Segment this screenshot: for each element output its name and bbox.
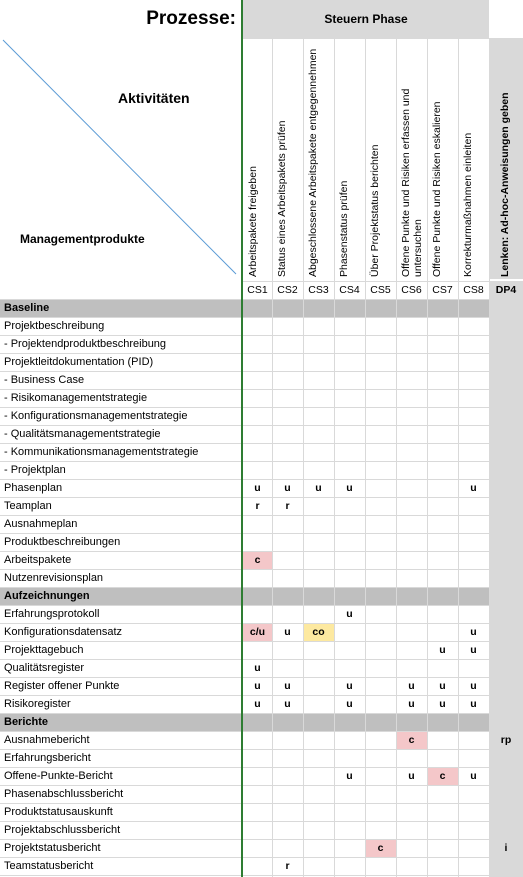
row-gridline xyxy=(0,785,489,786)
column-code-cs7: CS7 xyxy=(432,284,453,296)
column-gridline xyxy=(458,38,459,877)
matrix-cell: u xyxy=(346,680,353,692)
matrix-cell: c xyxy=(427,767,458,785)
row-gridline xyxy=(0,857,489,858)
matrix-cell: c/u xyxy=(243,623,272,641)
row-gridline xyxy=(0,407,489,408)
column-code-cs5: CS5 xyxy=(370,284,391,296)
column-title-cs4: Phasenstatus prüfen xyxy=(338,180,350,277)
row-label: Projektstatusbericht xyxy=(4,842,101,854)
row-label: Projektabschlussbericht xyxy=(4,824,121,836)
dp-column-body xyxy=(489,299,523,877)
row-gridline xyxy=(0,605,489,606)
header-gridline xyxy=(243,38,489,39)
row-label: Ausnahmebericht xyxy=(4,734,90,746)
column-title-cs7: Offene Punkte und Risiken eskalieren xyxy=(431,101,443,277)
row-gridline xyxy=(0,515,489,516)
matrix-cell: u xyxy=(408,770,415,782)
processes-title: Prozesse: xyxy=(146,8,236,29)
matrix-cell: r xyxy=(285,500,290,512)
matrix-cell: u xyxy=(470,680,477,692)
row-gridline xyxy=(0,677,489,678)
section-band xyxy=(243,299,489,317)
row-label: Phasenplan xyxy=(4,482,63,494)
column-code-cs3: CS3 xyxy=(308,284,329,296)
row-label: Arbeitspakete xyxy=(4,554,72,566)
row-gridline xyxy=(0,875,489,876)
row-label: - Business Case xyxy=(4,374,85,386)
row-label: Erfahrungsbericht xyxy=(4,752,91,764)
row-gridline xyxy=(0,713,489,714)
column-title-cs6: Offene Punkte und Risiken erfassen und untersuchen xyxy=(400,88,424,277)
matrix-cell: u xyxy=(439,644,446,656)
matrix-cell: u xyxy=(254,698,261,710)
row-label: - Kommunikationsmanagementstrategie xyxy=(4,446,199,458)
row-label: - Projektplan xyxy=(4,464,66,476)
column-gridline xyxy=(272,38,273,877)
row-label: - Projektendproduktbeschreibung xyxy=(4,338,167,350)
row-gridline xyxy=(0,551,489,552)
column-code-cs4: CS4 xyxy=(339,284,360,296)
row-label: - Qualitätsmanagementstrategie xyxy=(4,428,161,440)
matrix-cell: u xyxy=(470,698,477,710)
matrix-cell: co xyxy=(303,623,334,641)
row-label: Risikoregister xyxy=(4,698,71,710)
row-label: Phasenabschlussbericht xyxy=(4,788,124,800)
matrix-cell: u xyxy=(470,482,477,494)
dp-title: Lenken: Ad-hoc-Anweisungen geben xyxy=(499,92,511,277)
matrix-cell: u xyxy=(254,680,261,692)
row-label: Konfigurationsdatensatz xyxy=(4,626,123,638)
column-gridline xyxy=(489,38,490,877)
row-label: Produktstatusauskunft xyxy=(4,806,113,818)
row-label: Projektbeschreibung xyxy=(4,320,105,332)
row-gridline xyxy=(0,425,489,426)
column-code-cs6: CS6 xyxy=(401,284,422,296)
row-label: Offene-Punkte-Bericht xyxy=(4,770,113,782)
column-gridline xyxy=(365,38,366,877)
column-title-cs2: Status eines Arbeitspakets prüfen xyxy=(276,120,288,277)
column-code-cs8: CS8 xyxy=(463,284,484,296)
matrix-cell: u xyxy=(346,698,353,710)
matrix-cell: u xyxy=(284,626,291,638)
row-label: Qualitätsregister xyxy=(4,662,85,674)
section-band xyxy=(243,713,489,731)
row-gridline xyxy=(0,389,489,390)
row-label: Erfahrungsprotokoll xyxy=(4,608,100,620)
row-gridline xyxy=(0,497,489,498)
row-label: Produktbeschreibungen xyxy=(4,536,121,548)
column-code-cs2: CS2 xyxy=(277,284,298,296)
column-code-cs1: CS1 xyxy=(247,284,268,296)
dp-code: DP4 xyxy=(489,281,523,299)
matrix-cell: r xyxy=(255,500,260,512)
matrix-cell: c xyxy=(396,731,427,749)
row-gridline xyxy=(0,731,489,732)
column-title-cs1: Arbeitspakete freigeben xyxy=(247,166,259,277)
matrix-cell: u xyxy=(284,698,291,710)
matrix-cell: u xyxy=(408,698,415,710)
matrix-cell: u xyxy=(284,680,291,692)
section-header: Aufzeichnungen xyxy=(0,587,241,605)
matrix-cell: u xyxy=(470,770,477,782)
matrix-cell: u xyxy=(470,644,477,656)
row-label: Projekttagebuch xyxy=(4,644,84,656)
row-label: - Risikomanagementstrategie xyxy=(4,392,148,404)
row-gridline xyxy=(0,443,489,444)
row-gridline xyxy=(0,623,489,624)
section-header: Baseline xyxy=(0,299,241,317)
header-gridline xyxy=(243,281,489,282)
row-gridline xyxy=(0,587,489,588)
corner-cell xyxy=(0,38,241,279)
row-gridline xyxy=(0,353,489,354)
column-title-cs5: Über Projektstatus berichten xyxy=(369,144,381,277)
matrix-cell: u xyxy=(284,482,291,494)
matrix-cell: u xyxy=(439,680,446,692)
row-gridline xyxy=(0,641,489,642)
row-gridline xyxy=(0,821,489,822)
row-gridline xyxy=(0,569,489,570)
row-gridline xyxy=(0,533,489,534)
row-gridline xyxy=(0,659,489,660)
matrix-cell: r xyxy=(285,860,290,872)
matrix-cell: u xyxy=(346,770,353,782)
matrix-cell: u xyxy=(315,482,322,494)
row-gridline xyxy=(0,461,489,462)
row-gridline xyxy=(0,479,489,480)
row-gridline xyxy=(0,335,489,336)
section-band xyxy=(243,587,489,605)
matrix-cell: u xyxy=(254,482,261,494)
row-gridline xyxy=(0,767,489,768)
column-gridline xyxy=(396,38,397,877)
row-gridline xyxy=(0,839,489,840)
row-gridline xyxy=(0,749,489,750)
column-title-cs3: Abgeschlossene Arbeitspakete entgegennehmen xyxy=(307,48,319,277)
row-label: Ausnahmeplan xyxy=(4,518,78,530)
matrix-cell: u xyxy=(346,482,353,494)
products-label: Managementprodukte xyxy=(20,232,145,246)
row-label: - Konfigurationsmanagementstrategie xyxy=(4,410,188,422)
row-label: Register offener Punkte xyxy=(4,680,120,692)
matrix-cell: u xyxy=(439,698,446,710)
row-gridline xyxy=(0,317,489,318)
matrix-cell: c xyxy=(365,839,396,857)
dp-cell: i xyxy=(504,842,508,854)
column-gridline xyxy=(427,38,428,877)
matrix-cell: c xyxy=(243,551,272,569)
activities-label: Aktivitäten xyxy=(118,90,190,106)
column-divider xyxy=(241,0,243,877)
section-header: Berichte xyxy=(0,713,241,731)
row-gridline xyxy=(0,299,489,300)
row-label: Teamplan xyxy=(4,500,52,512)
row-gridline xyxy=(0,695,489,696)
matrix-cell: u xyxy=(254,662,261,674)
matrix-cell: u xyxy=(346,608,353,620)
row-gridline xyxy=(0,803,489,804)
matrix-cell: u xyxy=(408,680,415,692)
row-label: Projektleitdokumentation (PID) xyxy=(4,356,154,368)
phase-header: Steuern Phase xyxy=(243,0,489,38)
column-gridline xyxy=(334,38,335,877)
dp-cell: rp xyxy=(500,734,512,746)
row-gridline xyxy=(0,371,489,372)
row-label: Teamstatusbericht xyxy=(4,860,94,872)
matrix-cell: u xyxy=(470,626,477,638)
column-title-cs8: Korrekturmaßnahmen einleiten xyxy=(462,132,474,277)
row-label: Nutzenrevisionsplan xyxy=(4,572,104,584)
column-gridline xyxy=(303,38,304,877)
